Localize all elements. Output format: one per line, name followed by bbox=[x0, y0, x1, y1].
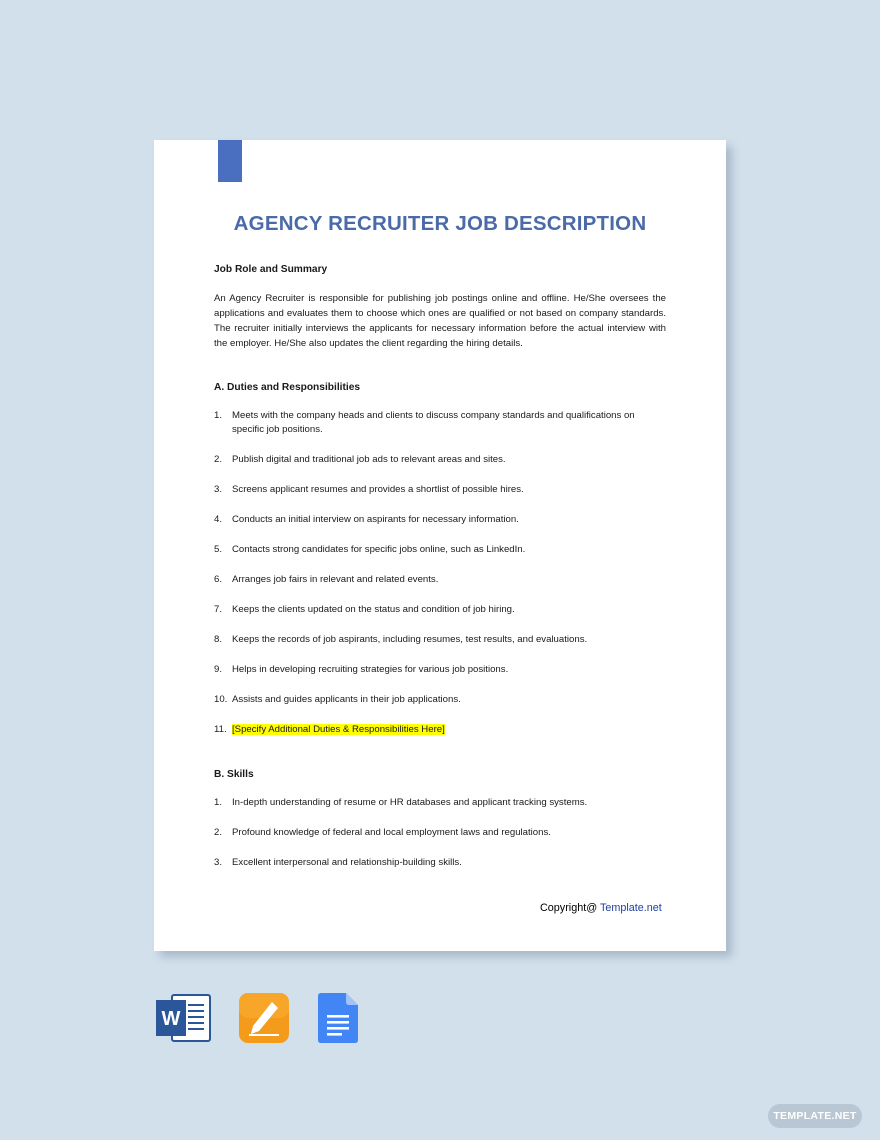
duty-number: 3. bbox=[214, 484, 223, 495]
skill-item bbox=[214, 796, 666, 810]
duty-item bbox=[214, 543, 666, 557]
summary-text: An Agency Recruiter is responsible for publishing job postings online and offline. He/She oversees the applications and evaluates them to choose which ones are qualified or not based on company standards. The recruiter initially interviews the applicants for necessary information before the actual interview with the employer. He/She also updates the client regarding the hiring details. bbox=[214, 293, 666, 349]
skill-number: 2. bbox=[214, 827, 223, 838]
google-docs-app-icon[interactable] bbox=[318, 993, 358, 1048]
duty-text: Arranges job fairs in relevant and related events. bbox=[232, 574, 439, 585]
duty-number: 9. bbox=[214, 664, 223, 675]
duty-text: Keeps the records of job aspirants, including resumes, test results, and evaluations. bbox=[232, 634, 588, 645]
duty-number: 1. bbox=[214, 410, 223, 421]
duty-item bbox=[214, 573, 666, 587]
skills-list bbox=[214, 796, 666, 870]
duty-text: Screens applicant resumes and provides a shortlist of possible hires. bbox=[232, 484, 524, 495]
duty-text: Helps in developing recruiting strategies for various job positions. bbox=[232, 664, 509, 675]
duties-list bbox=[214, 409, 666, 737]
duty-number: 7. bbox=[214, 604, 223, 615]
copyright-prefix: Copyright@ bbox=[540, 902, 600, 914]
duty-item bbox=[214, 513, 666, 527]
duty-text: Keeps the clients updated on the status and condition of job hiring. bbox=[232, 604, 515, 615]
skill-item bbox=[214, 826, 666, 840]
copyright-link[interactable]: Template.net bbox=[599, 902, 662, 914]
word-app-icon[interactable] bbox=[156, 993, 212, 1048]
document-page bbox=[154, 140, 726, 951]
duty-number: 10. bbox=[214, 694, 228, 705]
skills-heading: B. Skills bbox=[214, 769, 254, 780]
duty-item bbox=[214, 453, 666, 467]
duty-text: Contacts strong candidates for specific jobs online, such as LinkedIn. bbox=[232, 544, 526, 555]
duty-item bbox=[214, 633, 666, 647]
duty-text: Meets with the company heads and clients to discuss company standards and qualifications on specific job positions. bbox=[232, 410, 635, 435]
copyright-line bbox=[540, 902, 662, 914]
duty-number: 8. bbox=[214, 634, 223, 645]
duty-item bbox=[214, 409, 666, 437]
duty-text: Conducts an initial interview on aspirants for necessary information. bbox=[232, 514, 519, 525]
skill-item bbox=[214, 856, 666, 870]
skill-number: 1. bbox=[214, 797, 223, 808]
duty-item bbox=[214, 483, 666, 497]
duty-item bbox=[214, 603, 666, 617]
duty-text: Publish digital and traditional job ads to relevant areas and sites. bbox=[232, 454, 506, 465]
pages-app-icon[interactable] bbox=[239, 993, 289, 1048]
bookmark-ribbon bbox=[218, 140, 242, 182]
summary-heading: Job Role and Summary bbox=[214, 264, 328, 275]
document-body bbox=[214, 264, 666, 870]
skill-number: 3. bbox=[214, 857, 223, 868]
word-letter: W bbox=[161, 1008, 181, 1030]
duty-number: 6. bbox=[214, 574, 223, 585]
document-title: AGENCY RECRUITER JOB DESCRIPTION bbox=[233, 212, 647, 235]
duty-item bbox=[214, 723, 666, 737]
duty-number: 2. bbox=[214, 454, 223, 465]
duty-item bbox=[214, 693, 666, 707]
skill-text: Excellent interpersonal and relationship-building skills. bbox=[232, 857, 462, 868]
duty-text: Assists and guides applicants in their job applications. bbox=[232, 694, 461, 705]
skill-text: Profound knowledge of federal and local employment laws and regulations. bbox=[232, 827, 551, 838]
duty-number: 4. bbox=[214, 514, 223, 525]
skill-text: In-depth understanding of resume or HR databases and applicant tracking systems. bbox=[232, 797, 588, 808]
duty-item bbox=[214, 663, 666, 677]
duties-heading: A. Duties and Responsibilities bbox=[214, 382, 361, 393]
highlighted-placeholder: [Specify Additional Duties & Responsibilities Here] bbox=[232, 724, 445, 735]
duty-number: 5. bbox=[214, 544, 223, 555]
template-net-badge: TEMPLATE.NET bbox=[768, 1104, 862, 1128]
duty-number: 11. bbox=[214, 724, 227, 735]
